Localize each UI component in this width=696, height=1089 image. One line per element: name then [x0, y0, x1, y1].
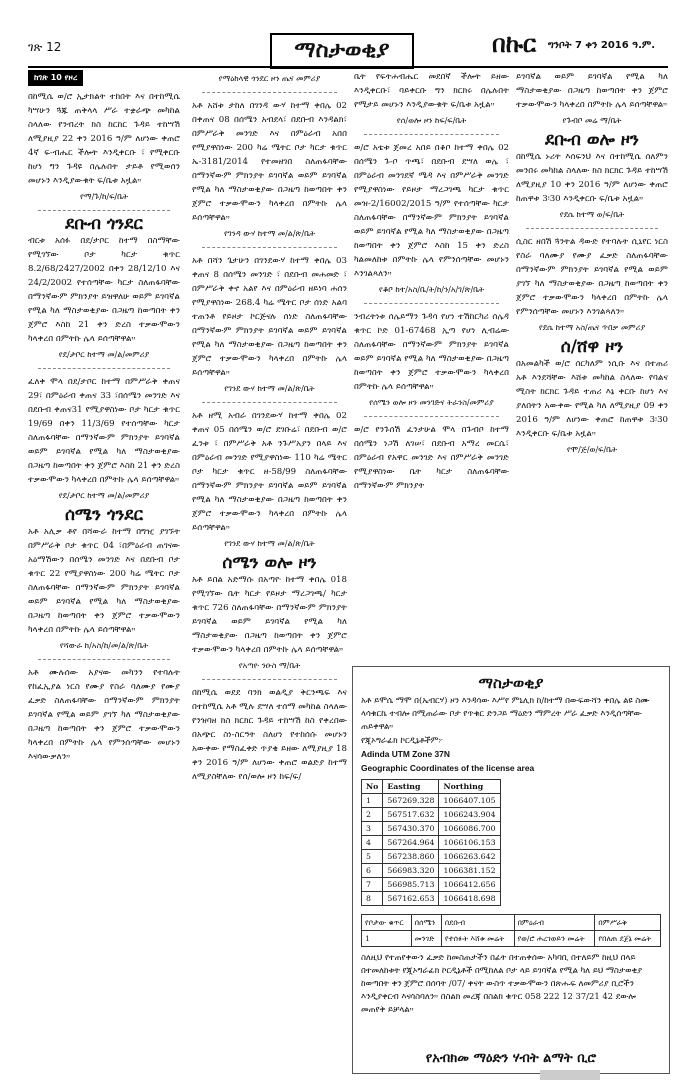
table-cell: 567269.328 [383, 794, 439, 808]
notice-text: አቶ አሸቱ ታከለ በገንዳ ውሃ ከተማ ቀበሌ 02 በቀጠና 08 በሰሜን አብደላ፣ በደቡብ እንዳልክ፣ በምሥራቅ መንገድ እና በምዕራብ አበበ የሚያዋስነው 200 ካሬ ሜትር ቦታ ካርታ ቁጥር ኤ-3181/2014 የተመዘገበ ስለጠፋባቸው በማንኛውም ምክንያት ይገባኛል ወይም ይገባኛል የሚል ካለ ማስታወቂያው በጋዜጣ ከወጣበት ቀን ጀምሮ ተቃውሞውን ካላቀረበ በምትኩ ሌላ ይሰጣቸዋል። [192, 101, 347, 223]
header-rule [28, 66, 668, 68]
column-header: በምሥራቅ [595, 915, 661, 931]
notice-text: ወ/ሮ አቴቱ ጀመረ አበይ በቆቦ ከተማ ቀበሌ 02 በሰሜን ጉ-ቦ ጥጫ፣ በደቡብ ደሣለ ወሌ ፣ በምዕራብ መንገደኛ ሜዳ እና በምሥራቅ መንገድ የሚያዋስነው የይዞታ ማረጋገጫ ካርታ ቁጥር መዝ-2/16002/2015 ዓ/ም የተሰጣቸው ካርታ ስለጠፋባቸው በማንኛውም ምክንያት ይገባኛል ወይም ይገባኛል የሚል ካለ ማስታወቂያው በጋዜጣ ከወጣበት ቀን ጀምሮ እስከ 15 ቀን ድረስ ካልመለከቱ በምትኩ ሌላ የምንሰጣቸው መሆኑን እንገልጻለን። [354, 143, 509, 279]
table-cell: 5 [362, 850, 383, 864]
section-masthead: ማስታወቂያ [270, 33, 414, 69]
table-cell: 1066243.904 [439, 808, 500, 822]
table-row [362, 878, 501, 892]
notice-text: ይገባኛል ወይም ይገባኛል የሚል ካለ ማስታወቂያው በጋዜጣ ከወጣበት ቀን ጀምሮ ተቃውሞውን ካላቀረበ በምትኩ ሌላ ይሰጣቸዋል። [516, 72, 668, 110]
notice-signature: የቆቦ ከተ/አስ/ቤ/ት/ከ/ን/አ/ገ/ጽ/ቤት [378, 285, 485, 294]
zone-heading: ደቡብ ጎንደር [65, 214, 143, 234]
table-row [362, 850, 501, 864]
divider [364, 134, 499, 135]
table-cell: 3 [362, 822, 383, 836]
column-2 [192, 70, 347, 784]
issue-date: ግንቦት 7 ቀን 2016 ዓ.ም. [548, 40, 656, 51]
notice-signature: የሞ/ጅ/ወ/ፍ/ቤት [566, 445, 618, 454]
notice-title: ማስታወቂያ [478, 674, 544, 692]
continued-tab: ከገጽ 10 የዞረ [28, 70, 83, 86]
table-cell: መንገድ [411, 931, 441, 947]
newspaper-name: በኩር [492, 30, 537, 58]
column-header: No [362, 780, 383, 794]
table-row [362, 794, 501, 808]
table-row [362, 822, 501, 836]
column-header: በሰሜን [411, 915, 441, 931]
notice-signature: የማ/ጉ/ከ/ፍ/ቤት [79, 192, 129, 201]
notice-text: አቶ ዘሚ አብራ በገንደውሃ ከተማ ቀበሌ 02 ቀጠና 05 በሰሜን ወ/ሮ ደገቡሬ፣ በደቡብ ወ/ሮ ፈንቱ ፣ በምሥራቅ አቶ ንጉሥአያን በላይ እና በምዕራብ መንገድ የሚያዋስነው 110 ካሬ ሜትር ቦታ ካርታ ቁጥር ዘ-58/99 ስለጠፋባቸው በማንኛውም ምክንያት ይገባኛል ወይም ይገባኛል የሚል ካለ ማስታወቂያው በጋዜጣ ከወጣበት ቀን ጀምሮ ተቃውሞውን ካላቀረበ በምትኩ ሌላ ይሰጣቸዋል። [192, 411, 347, 533]
notice-text: በከሚሴ ኑሪት እሰፍንህ እና በተከሚሴ ሰለምን መንበሩ መካከል ስላለው ክስ ክርክር ጉዳይ ተከሣሽ ለሚያዚያ 10 ቀን 2016 ዓ/ም ለሆነው ቀጠሮ ከጠዋቱ 3፡30 እንዲቀርቡ ፍ/ቤቱ አዟል። [516, 152, 668, 204]
divider [526, 228, 658, 229]
table-cell: 7 [362, 878, 383, 892]
coordinates-label: Geographic Coordinates of the license area [361, 763, 535, 773]
notice-signature: የአጣዮ ንዑስ ማ/ቤት [238, 661, 301, 670]
notice-signature: የገንደ ውሃ ከተማ መ/ል/ጽ/ቤት [224, 539, 315, 548]
divider [202, 679, 337, 680]
issuing-office: የአብክመ ማዕድን ሃብት ልማት ቢሮ [425, 1051, 597, 1066]
notice-text: ንብረትነቱ ሰሌይማን ጉዳሳ የሆነ ተሽከርካሪ ሰሌዳ ቁጥር ኮድ 01-67468 ኢጣ የሆነ ሊብሬው ስለጠፋባቸው በማንኛውም ምክንያት ይገባኛል ወይም ይገባኛል የሚል ካለ ማስታወቂያው በጋዜጣ ከወጣበት ቀን ጀምሮ ተቃውሞውን ካላቀረበ በምትኩ ሌላ ይሰጣቸዋል። [354, 312, 509, 392]
notice-signature: የገንደ ውሃ ከተማ መ/ል/ጽ/ቤት [224, 384, 315, 393]
column-4 [516, 70, 668, 459]
zone-heading: ሰ/ሸዋ ዞን [560, 337, 624, 357]
zone-heading: ሰሜን ጎንደር [64, 505, 144, 525]
notice-text: ፈለቀ ሞላ በደ/ታቦር ከተማ በምሥራቅ ቀጠና 29፣ በምዕራብ ቀጠና 33 ፣በሰሜን መንገድ እና በደቡብ ቀጠና31 የሚያዋስነው ቦታ ካርታ ቁጥር 19/69 በቀን 11/3/69 የተሰጣቸው ካርታ ስለጠፋባቸው በማንኛውም ምክንያት ይገባኛል ወይም ይገባኛል የሚል ካለ ማስታወቂያው በጋዜጣ ከወጣበት ቀን ጀምሮ እስከ 21 ቀን ድረስ ተቃውሞውን ካላቀረበ በምትኩ ሌላ ይሰጣቸዋል። [28, 377, 180, 485]
notice-signature: የጉብቦ መሬ ማ/ቤት [562, 116, 622, 125]
table-cell: 2 [362, 808, 383, 822]
table-cell: 567238.860 [383, 850, 439, 864]
table-row [362, 892, 501, 906]
column-header: Easting [383, 780, 439, 794]
column-header: በደቡብ [441, 915, 514, 931]
table-cell: 567430.370 [383, 822, 439, 836]
notice-signature: የደሴ ከተማ አስ/ጤና ጥበቃ መምሪያ [538, 323, 646, 332]
notice-signature: የደ/ታቦር ከተማ መ/ል/መምሪያ [58, 350, 150, 359]
notice-text: ሲስር ዘበሽ ጓንትል ዳውድ የተባሉት ሲኒየር ነርስ የስራ ባለሙያ የሙያ ፈቃድ ስለጠፋባቸው በማንኛውም ምክንያት ይገባኛል የሚል ወይም ያገኘ ካለ ማስታወቂያው በጋዜጣ ከወጣበት ቀን ጀምሮ ተቃውሞውን ካላቀረበ በምትኩ ሌላ የምንሰጣቸው መሆኑን እንገልጻለን። [516, 237, 668, 317]
divider [38, 368, 170, 369]
divider [38, 210, 170, 211]
table-cell: 1 [362, 794, 383, 808]
utm-zone-label: Adinda UTM Zone 37N [361, 749, 450, 759]
notice-signature: የገንዳ ውሃ ከተማ መ/ል/ጽ/ቤት [223, 229, 316, 238]
table-cell: 6 [362, 864, 383, 878]
table-cell: 1066412.656 [439, 878, 500, 892]
column-header: የቦታው ቁጥር [362, 915, 412, 931]
table-cell: 1066106.153 [439, 836, 500, 850]
notice-text: ቤት የፍትሐብሔር መደበኛ ችሎት ይዘው እንዲቀርቡ፣ ባይቀርቡ ግን ክርክሩ በሌሉበት የሚታይ መሆኑን እንዲያውቁት ፍ/ቤቱ አዟል። [354, 72, 509, 110]
divider [364, 303, 499, 304]
notice-text: አቶ በሻን ጌታሁን በገንደውሃ ከተማ ቀበሌ 03 ቀጠና 8 በሰሜን መንገድ ፣ በደቡብ መሐመድ ፣ በምሥራቅ ቀኖ አልየ እና በምዕራብ ዘይነባ ሐሰን የሚያዋስነው 268.4 ካሬ ሜትር ቦታ ሰነድ አልባ ተጠንቶ የይዞታ ኮርጅናሉ ሰነድ ስለጠፋባቸው በማንኛውም ምክንያት ይገባኛል ወይም ይገባኛል የሚል ካለ ማስታወቂያው በጋዜጣ ከወጣበት ቀን ጀምሮ ተቃውሞውን ካላቀረበ በምትኩ ሌላ ይሰጣቸዋል። [192, 256, 347, 378]
table-cell: 567517.632 [383, 808, 439, 822]
notice-text: አቶ ይሞሴ ማሞ በ(ኤብርሃ) ዞን እንዳሳው እሥየ ምኒሊክ ከ/ከተማ በውፍውሻን ቀበሌ ልዩ ስሙ ላሳቁርኬ ተብሎ በሚጠራው ቦታ የጥቁር ድንጋይ ማዕድን ማምረት ሥራ ፈቃድ እንዲሰጣቸው ጠይቀዋል። [361, 695, 650, 731]
page-bottom-mark [540, 1070, 600, 1080]
zone-heading: ደቡብ ወሎ ዞን [545, 130, 639, 150]
table-row [362, 931, 661, 947]
divider [202, 92, 337, 93]
table-cell: የወ/ሮ ሐረገወይን መሬት [514, 931, 595, 947]
mining-license-notice [352, 666, 670, 1074]
notice-signature: የሰሜን ወሎ ዞን መንገድና ትራንስ/መምሪያ [369, 398, 494, 407]
table-row [362, 864, 501, 878]
notice-text: በከሚሴ ወደደ ባንክ ወልዲያ ቅርንጫፍ እና በተከሚሴ አቶ ሚሉ ደሣለ ተሰማ መካከል ስላለው የንዝባዘ ክስ ክርክር ጉዳይ ተከሣሽ ከስ የቀረበው በአጭር ስነ-ስርዓት ስለሆነ የተከሰሱ መሆኑን አውቀው የማስፈቀድ ጥያቄ ይዘው ለሚያዚያ 18 ቀን 2016 ዓ/ም ለሆነው ቀጠሮ ወልድያ ከተማ ለሚያስቸለው የሰ/ወሎ ዞን ከፍ/ፍ/ [192, 688, 347, 782]
page-header [0, 0, 696, 66]
notice-text: በከሚሴ ወ/ሮ ኢታክልት ተከበት እና በተከሚሴ ካሣሁን ጓጁ ጠቅላላ ሥራ ተቋራጭ መካከል ስላለው የንብረት ክስ ከርከር ጉዳይ ተከሣሽ ለሚያዚያ 22 ቀን 2016 ዓ/ም ለሆነው ቀጠሮ 4ኛ ፍ-ብሔር ችሎት እንዲቀርቡ ፣ የሚቀርቡ ከሆነ ግን ጉዳዩ በሌሉበት ታይቶ የሚወሰን መሆኑን እንዲያውቁት ፍ/ቤቱ አዟል። [28, 92, 180, 186]
notice-text: አቶ ይበል አድማሱ በአጣዮ ከተማ ቀበሌ 018 የሚገኘው ቤት ካርታ የይዞታ ማረጋገጫ/ ካርታ ቁጥር 726 ስለጠፋባቸው በማንኛውም ምክንያት ይገባኛል ወይም ይገባኛል የሚል ካለ ማስታወቂያው በጋዜጣ ከወጣበት ቀን ጀምሮ ተቃውሞውን ካላቀረበ በምትኩ ሌላ ይሰጣቸዋል። [192, 575, 347, 655]
plot-boundaries-table [361, 914, 661, 947]
table-cell: 8 [362, 892, 383, 906]
table-cell: 567264.964 [383, 836, 439, 850]
divider [38, 659, 170, 660]
notice-text: ስለዚህ የተጠየቀውን ፈቃድ ከመስጠታችን በፊት በተጠቀሰው አካባቢ በተለይም ከዚህ በላይ በተመለከቱት የጂኦግራፊክ ኮርዲኔቶች በሚከለል ቦታ ላይ ይገባኛል የሚል ካለ ይህ ማስታወቂያ ከወጣበት ቀን ጀምሮ በሰባት /07/ ቀናት ውስጥ ተቃውሞውን በጽሑፍ ለመምሪያ ቢሮችን እንዲያቀርብ እናሳስባለን። በስልክ መረጃ በስልክ ቁጥር 058 222 12 37/21 42 ደውሎ መጠየቅ ይቻላል። [361, 952, 643, 1014]
table-row [362, 836, 501, 850]
notice-text: የጂኦግራፊክ ኮርዲኔቶችም፦ [361, 735, 443, 745]
notice-signature: የሰ/ወሎ ዞን ከፍ/ፍ/ቤት [396, 116, 467, 125]
notice-signature: የደ/ታቦር ከተማ መ/ል/መምሪያ [58, 491, 150, 500]
table-row [362, 808, 501, 822]
notice-signature: የሻውራ ከ/አስ/ከ/መ/ል/ጽ/ቤት [59, 641, 149, 650]
column-1 [28, 70, 180, 764]
column-3 [354, 70, 509, 493]
table-cell: 1066381.152 [439, 864, 500, 878]
notice-signature: የማዕከላዊ ጎንደር ዞን ጤና መምሪያ [218, 74, 321, 83]
divider [202, 402, 337, 403]
page-number: ገጽ 12 [28, 40, 62, 54]
notice-text: በአመልካች ወ/ሮ ሰርካለም ነሲቡ እና በተጠሪ አቶ እንደሻቸው እሸቱ መካከል ስላለው የባልና ሚስት ክርክር ጉዳይ ተጠሪ እኔ ቀርቡ ከሆነ እና ያለበትን አውቀው የሚል ካለ ለሚያዚያ 09 ቀን 2016 ዓ/ም ለሆነው ቀጠሮ ከጠዋቱ 3፡30 እንዲቀርቡ ፍ/ቤቱ አዟል። [516, 359, 668, 439]
notice-signature: የደሴ ከተማ ወ/ፍ/ቤት [559, 210, 625, 219]
coordinates-table [361, 779, 501, 906]
table-cell: 4 [362, 836, 383, 850]
table-cell: የተሰፉት እሸቱ መሬት [441, 931, 514, 947]
table-cell: የበለጠ ደጀኔ መሬት [595, 931, 661, 947]
table-cell: 566985.713 [383, 878, 439, 892]
table-cell: 566983.320 [383, 864, 439, 878]
table-cell: 1066086.700 [439, 822, 500, 836]
notice-text: ወ/ሮ የንጉሰሽ ፈንታሁል ሞላ በጉብቦ ከተማ በሰሜን ነጋሽ ለገሠ፣ በደቡብ አማረ መርሴ፣ በምዕራብ የአዋር መንገድ እና በምሥራቅ መንገድ የሚያዋስነው ቤት ካርታ ስለጠፋባቸው በማንኛውም ምክንያት [354, 425, 509, 491]
table-cell: 1066263.642 [439, 850, 500, 864]
notice-text: አቶ ሙሉሰው አያናው መካንን የተባሉት የከፈኢያል ነርስ የሙያ የስራ ባለሙያ የሙያ ፈቃድ ስለጠፋባቸው በማንኛውም ምክንያት ይገባኛል የሚል ወይም ያገኘ ካለ ማስታወቂያው በጋዜጣ ከወጣበት ቀን ጀምሮ ተቃውሞውን ካላቀረበ በምትኩ ሌላ የምንሰጣቸው መሆኑን እናሳውቃለን። [28, 668, 180, 762]
notice-text: ብርቱ አሰፉ በደ/ታቦር ከተማ በስማቸው የሚገኘው ቦታ ካርታ ቁጥር 8.2/68/2427/2002 በቀን 28/12/10 እና 24/2/2002 የተሰጣቸው ካርታ ስለጠፋባቸው በማንኛውም ምክንያት ይዝዋለሁ ወይም ይገባኛል የሚል ካለ ማስታወቂያው በጋዜጣ ከወጣበት ቀን ጀምሮ እስከ 21 ቀን ድረስ ተቃውሞውን ካላቀረበ በምትኩ ሌላ ይሰጣቸዋል። [28, 236, 180, 344]
table-cell: 1066418.698 [439, 892, 500, 906]
column-header: Northing [439, 780, 500, 794]
table-cell: 1 [362, 931, 412, 947]
notice-text: አቶ አሊቃ ቶየ በሻውራ ከተማ በግዢ ያገኙት በምሥራቅ ቦታ ቁጥር 04 ፣በምዕራብ ጠገናው አዕማሽውን በሰሜን መንገድ እና በደቡብ ቦታ ቁጥር 22 የሚያዋስነው 200 ካሬ ሜትር ቦታ ስለጠፋባቸው በማንኛውም ምክንያት ይገባኛል ወይም ይገባኛል የሚል ካለ ማስታወቂያው በጋዜጣ ከወጣበት ቀን ጀምሮ ተቃውሞውን ካላቀረበ በምትኩ ሌላ ይሰጣቸዋል። [28, 527, 180, 635]
table-cell: 1066407.105 [439, 794, 500, 808]
divider [364, 416, 499, 417]
column-header: በምዕራብ [514, 915, 595, 931]
zone-heading: ሰሜን ወሎ ዞን [222, 553, 317, 573]
divider [202, 247, 337, 248]
table-cell: 567162.653 [383, 892, 439, 906]
